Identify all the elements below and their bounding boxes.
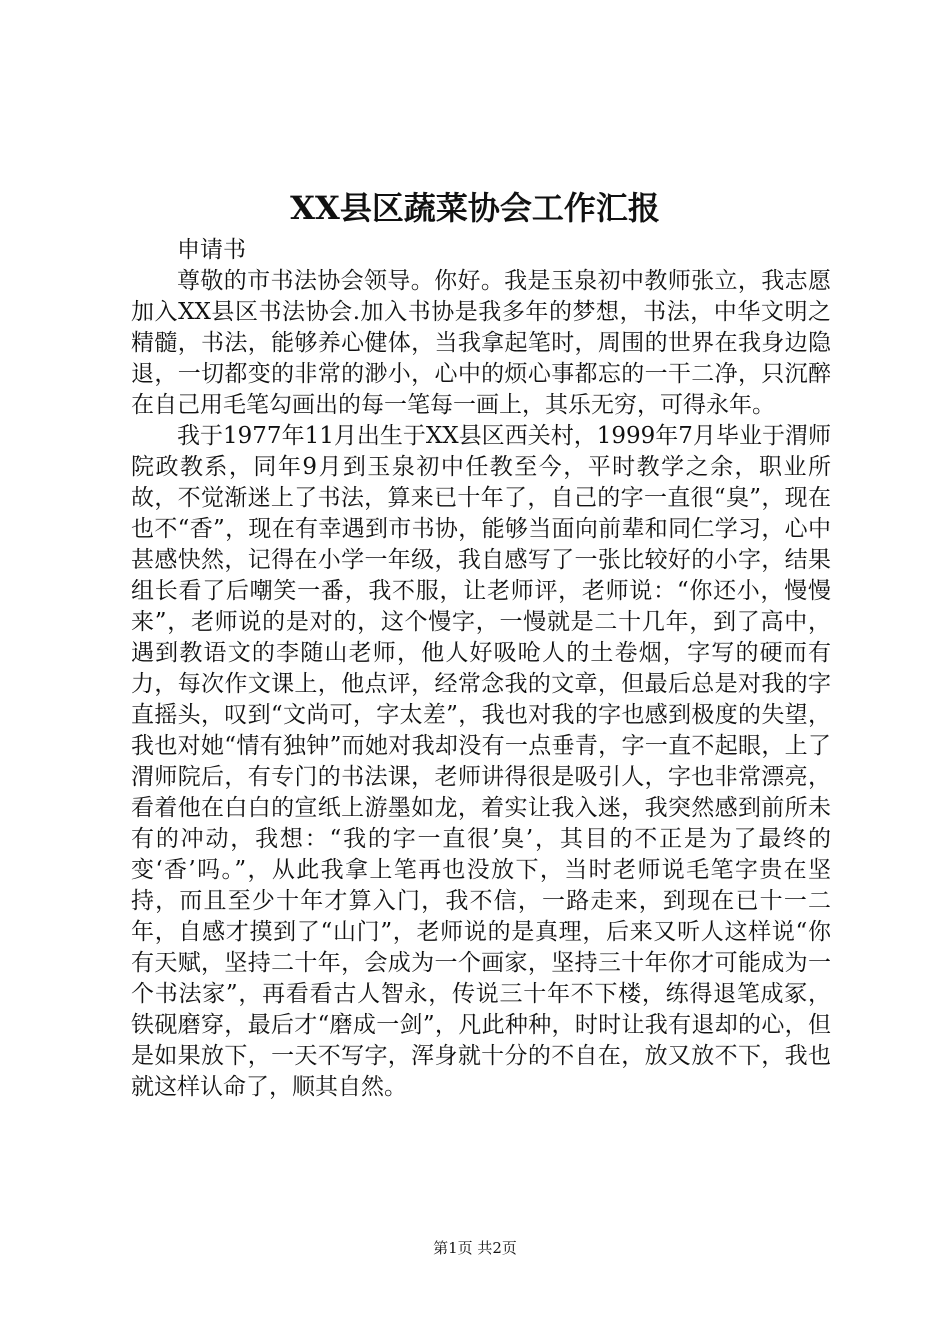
paragraph: 我于1977年11月出生于XX县区西关村，1999年7月毕业于渭师院政教系，同年9月到玉泉初中任教至今，平时教学之余，职业所故，不觉渐迷上了书法，算来已十年了，自己的字一直很“臭”，现在也不“香”，现在有幸遇到市书协，能够当面向前辈和同仁学习，心中甚感快然，记得在小学一年级，我自感写了一张比较好的小字，结果组长看了后嘲笑一番，我不服，让老师评，老师说：“你还小，慢慢来”，老师说的是对的，这个慢字，一慢就是二十几年，到了高中，遇到教语文的李随山老师，他人好吸呛人的土卷烟，字写的硬而有力，每次作文课上，他点评，经常念我的文章，但最后总是对我的字直摇头，叹到“文尚可，字太差”，我也对我的字也感到极度的失望，我也对她“情有独钟”而她对我却没有一点垂青，字一直不起眼，上了渭师院后，有专门的书法课，老师讲得很是吸引人，字也非常漂亮，看着他在白白的宣纸上游墨如龙，着实让我入迷，我突然感到前所未有的冲动，我想：“我的字一直很’臭’，其目的不正是为了最终的变‘香’吗。”，从此我拿上笔再也没放下，当时老师说毛笔字贵在坚持，而且至少十年才算入门，我不信，一路走来，到现在已十一二年，自感才摸到了“山门”，老师说的是真理，后来又听人这样说“你有天赋，坚持二十年，会成为一个画家，坚持三十年你才可能成为一个书法家”，再看看古人智永，传说三十年不下楼，练得退笔成冢，铁砚磨穿，最后才“磨成一剑”，凡此种种，时时让我有退却的心，但是如果放下，一天不写字，浑身就十分的不自在，放又放不下，我也就这样认命了，顺其自然。 xyxy=(131,423,831,1100)
paragraph: 尊敬的市书法协会领导。你好。我是玉泉初中教师张立，我志愿加入XX县区书法协会.加入书协是我多年的梦想，书法，中华文明之精髓，书法，能够养心健体，当我拿起笔时，周围的世界在我身边隐退，一切都变的非常的渺小，心中的烦心事都忘的一干二净，只沉醉在自己用毛笔勾画出的每一笔每一画上，其乐无穷，可得永年。 xyxy=(131,268,831,418)
document-body xyxy=(131,235,831,1103)
paragraph-heading: 申请书 xyxy=(177,237,246,263)
document-title: XX县区蔬菜协会工作汇报 xyxy=(290,189,660,227)
page-footer: 第1页 共2页 xyxy=(433,1239,517,1257)
